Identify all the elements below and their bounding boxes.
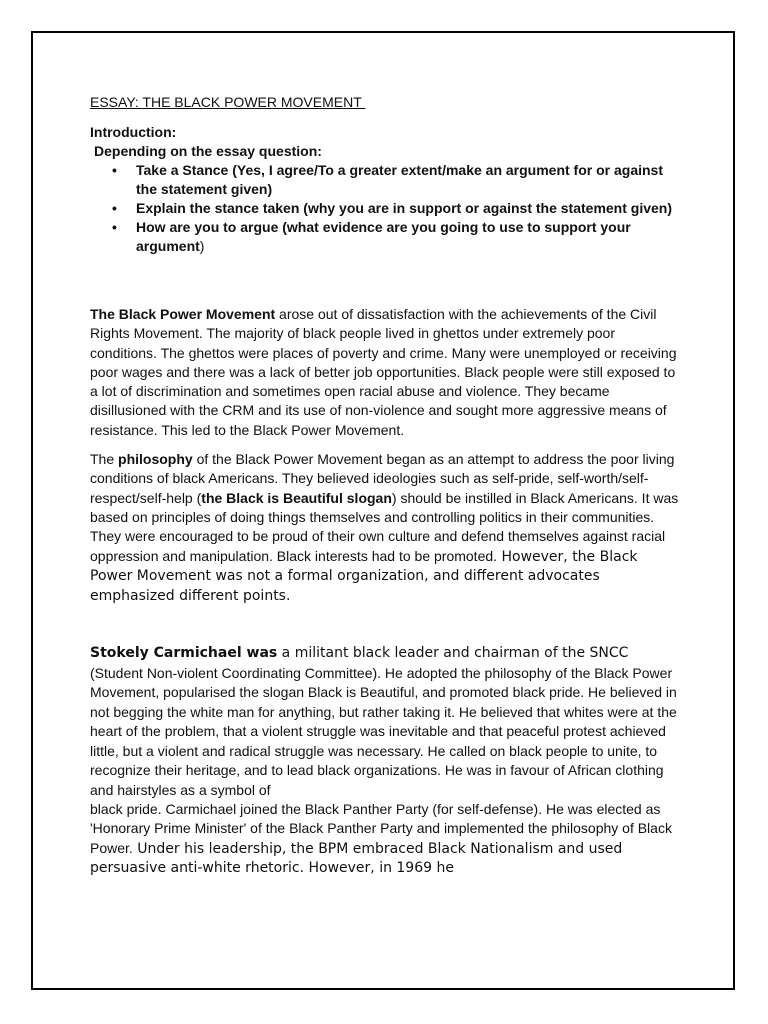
list-item: • How are you to argue (what evidence are you going to use to support your argument): [112, 219, 631, 254]
document-body: [90, 94, 680, 879]
paragraph-carmichael: Stokely Carmichael was a militant black leader and chairman of the SNCC (Student Non-violent Coordinating Committee). He adopted the philosophy of the Black Power Movement, popularised the slogan Black is Beautiful, and promoted black pride. He believed in not begging the white man for anything, but rather taking it. He believed that whites were at the heart of the problem, that a violent struggle was inevitable and that peaceful protest achieved little, but a violent and radical struggle was necessary. He called on black people to unite, to recognize their heritage, and to lead black organizations. He was in favour of African clothing and hairstyles as a symbol of black pride. Carmichael joined the Black Panther Party (for self-defense). He was elected as 'Honorary Prime Minister' of the Black Panther Party and implemented the philosophy of Black Power. Under his leadership, the BPM embraced Black Nationalism and used persuasive anti-white rhetoric. However, in 1969 he: [90, 645, 677, 877]
bold-slogan: the Black is Beautiful slogan: [201, 489, 392, 506]
paragraph-philosophy: The philosophy of the Black Power Movement began as an attempt to address the poor living conditions of black Americans. They believed ideologies such as self-pride, self-worth/self-respect/self-help (the Black is Beautiful slogan) should be instilled in Black Americans. It was based on principles of doing things themselves and controlling politics in their communities. They were encouraged to be proud of their own culture and defend themselves against racial oppression and manipulation. Black interests had to be promoted. However, the Black Power Movement was not a formal organization, and different advocates emphasized different points.: [90, 451, 679, 604]
bullet-icon: •: [112, 219, 117, 235]
bold-term: philosophy: [118, 451, 193, 468]
paragraph-origins: The Black Power Movement arose out of dissatisfaction with the achievements of the Civil Rights Movement. The majority of black people lived in ghettos under extremely poor conditions. The ghettos were places of poverty and crime. Many were unemployed or receiving poor wages and there was a lack of better job opportunities. Black people were still exposed to a lot of discrimination and sometimes open racial abuse and violence. They became disillusioned with the CRM and its use of non-violence and sought more aggressive means of resistance. This led to the Black Power Movement.: [90, 306, 677, 438]
bullet-icon: •: [112, 200, 117, 216]
intro-heading: Introduction:: [90, 124, 177, 140]
intro-subheading: Depending on the essay question:: [94, 143, 322, 159]
list-item: • Explain the stance taken (why you are in support or against the statement given): [112, 200, 673, 216]
bold-lead: The Black Power Movement: [90, 306, 276, 322]
bold-lead: Stokely Carmichael was: [90, 645, 278, 662]
list-item: • Take a Stance (Yes, I agree/To a greater extent/make an argument for or against the statement given): [112, 162, 664, 197]
bullet-icon: •: [112, 162, 117, 178]
intro-bullet-list: [90, 161, 680, 256]
essay-title: ESSAY: THE BLACK POWER MOVEMENT: [90, 94, 366, 110]
